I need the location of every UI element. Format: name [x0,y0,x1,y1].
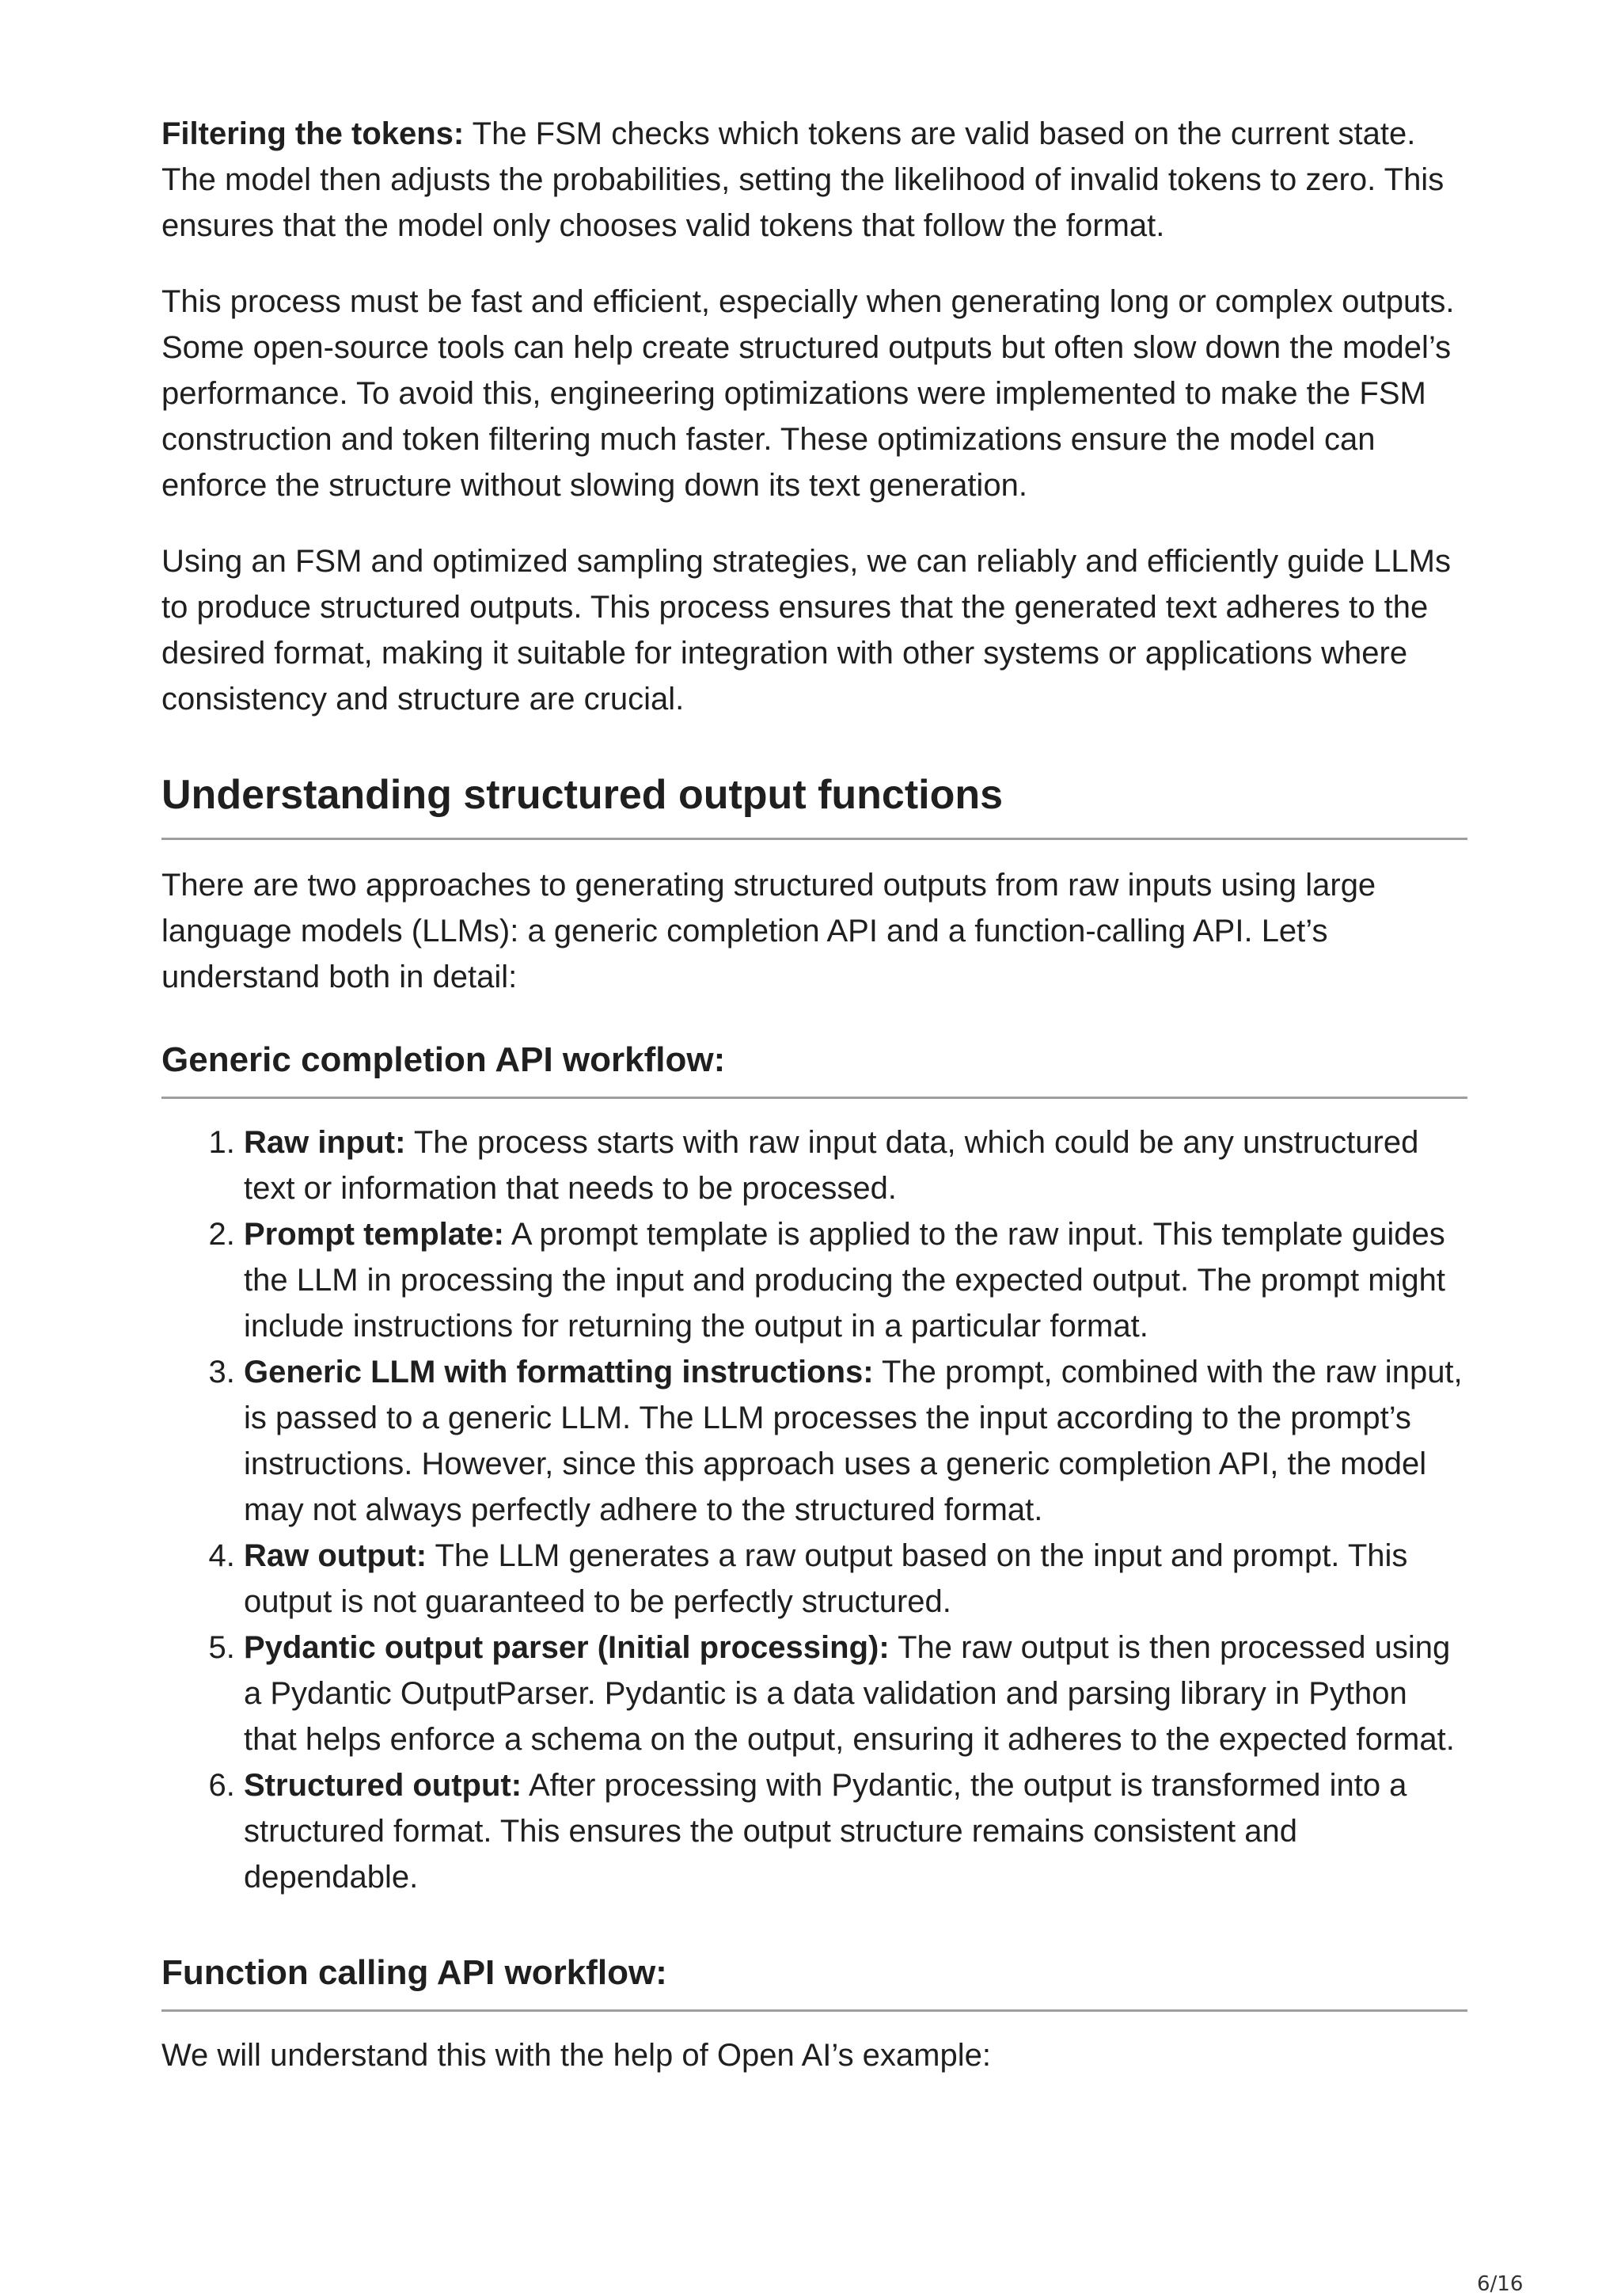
paragraph-fsm-summary: Using an FSM and optimized sampling strategies, we can reliably and efficiently guide LLMs to produce structured outputs. This process ensures that the generated text adheres to the desired format, making it suitable for integration with other systems or applications where consistency and structure are crucial. [161,544,1451,717]
section-heading: Understanding structured output functions [161,770,1467,840]
list-item-text: The LLM generates a raw output based on the input and prompt. This output is not guaranteed to be perfectly structured. [244,1538,1408,1619]
document-body [161,111,1467,2108]
list-item-text: After processing with Pydantic, the output is transformed into a structured format. This ensures the output structure remains consistent and dependable. [244,1768,1407,1895]
list-item-lead: Prompt template: [244,1217,504,1252]
list-item [244,1762,1467,1900]
section-structured-output [161,770,1467,1000]
paragraph-filtering-tokens [161,111,1467,249]
list-item [244,1119,1467,1211]
subsection-function-calling [161,1951,1467,2078]
list-item [244,1625,1467,1762]
list-item [244,1349,1467,1533]
list-item-text: The process starts with raw input data, which could be any unstructured text or information that needs to be processed. [244,1125,1419,1206]
page-number: 6/16 [1477,2272,1524,2296]
section-intro: There are two approaches to generating structured outputs from raw inputs using large language models (LLMs): a generic completion API and a function-calling API. Let’s understand both in detail: [161,868,1376,994]
list-item [244,1533,1467,1625]
paragraph-text: The FSM checks which tokens are valid based on the current state. The model then adjusts the probabilities, setting the likelihood of invalid tokens to zero. This ensures that the model only chooses valid tokens that follow the format. [161,116,1444,243]
subsection-intro: We will understand this with the help of Open AI’s example: [161,2038,991,2073]
subsection-heading: Generic completion API workflow: [161,1038,1467,1099]
list-item-text: The prompt, combined with the raw input, is passed to a generic LLM. The LLM processes the input according to the prompt’s instructions. However, since this approach uses a generic completion API, the model may not always perfectly adhere to the structured format. [244,1355,1463,1527]
subsection-generic-completion [161,1038,1467,1900]
list-item-lead: Raw output: [244,1538,427,1573]
list-item-lead: Structured output: [244,1768,522,1803]
subsection-heading: Function calling API workflow: [161,1951,1467,2012]
list-item-lead: Generic LLM with formatting instructions: [244,1355,874,1389]
list-item-text: The raw output is then processed using a Pydantic OutputParser. Pydantic is a data validation and parsing library in Python that helps enforce a schema on the output, ensuring it adheres to the expected format. [244,1630,1455,1757]
list-item-lead: Raw input: [244,1125,406,1160]
paragraph-performance: This process must be fast and efficient, especially when generating long or complex outputs. Some open-source tools can help create structured outputs but often slow down the model’s performance. To avoid this, engineering optimizations were implemented to make the FSM construction and token filtering much faster. These optimizations ensure the model can enforce the structure without slowing down its text generation. [161,284,1455,503]
paragraph-lead: Filtering the tokens: [161,116,465,151]
generic-workflow-list [161,1119,1467,1900]
list-item [244,1211,1467,1349]
list-item-text: A prompt template is applied to the raw input. This template guides the LLM in processing the input and producing the expected output. The prompt might include instructions for returning the output in a particular format. [244,1217,1446,1344]
list-item-lead: Pydantic output parser (Initial processing): [244,1630,890,1665]
